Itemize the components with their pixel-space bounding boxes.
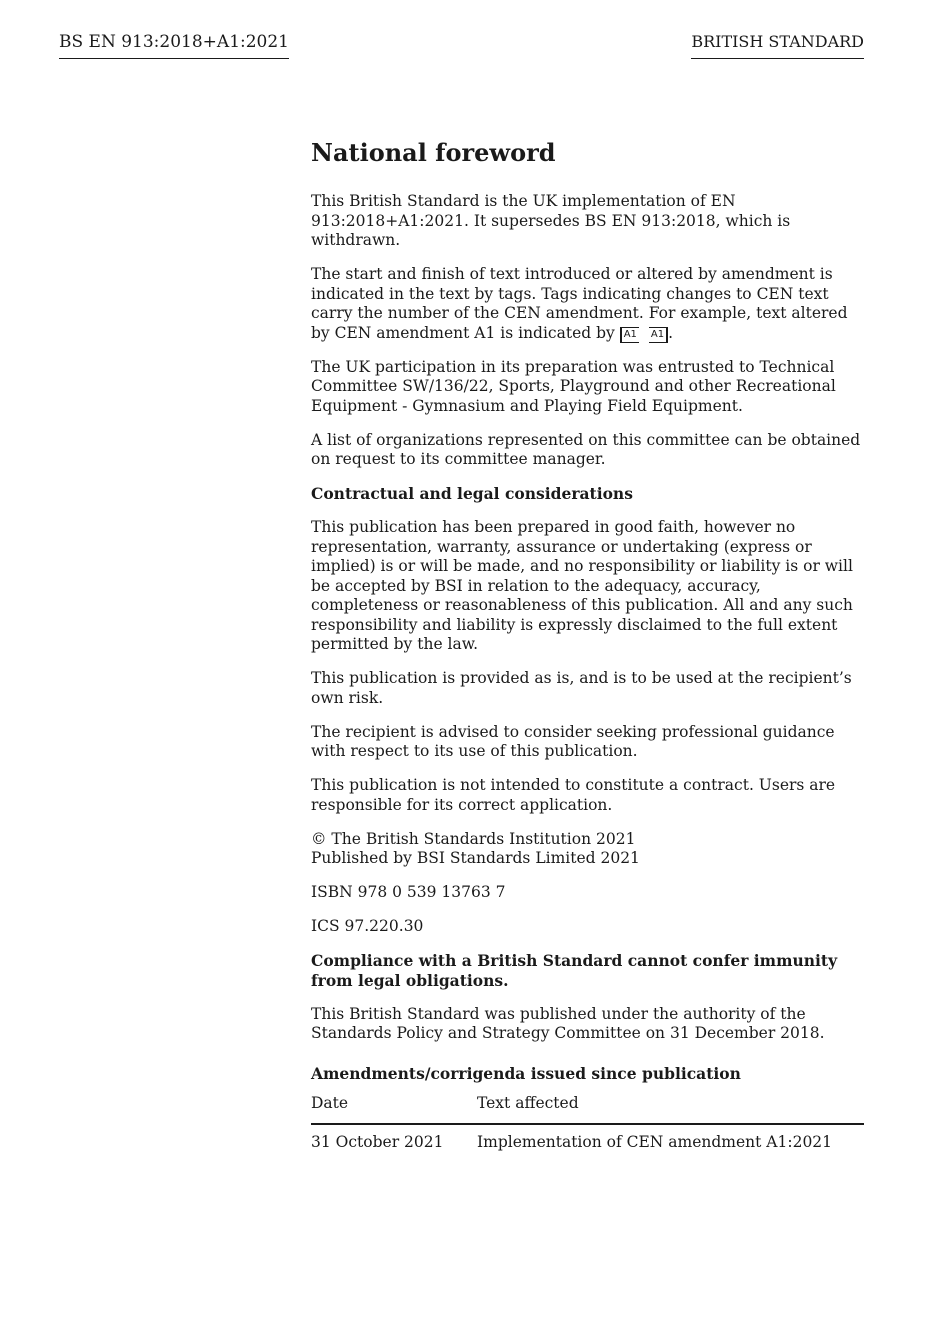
paragraph-not-contract: This publication is not intended to constitute a contract. Users are responsible for its correct application. — [311, 776, 836, 814]
amendment-open-tag-icon: A1 — [620, 327, 639, 343]
paragraph-good-faith: This publication has been prepared in good faith, however no representation, warranty, assurance or undertaking (express or implied) is or will be made, and no responsibility or liability is or will be accepted by BSI in relation to the adequacy, accuracy, completeness or reasonableness of this publication. All and any such responsibility and liability is expressly disclaimed to the full extent permitted by the law. — [311, 518, 853, 653]
contractual-heading: Contractual and legal considerations — [311, 484, 633, 503]
publisher-line: Published by BSI Standards Limited 2021 — [311, 849, 640, 867]
paragraph-amendment-tags — [311, 265, 867, 343]
amendment-text-affected: Implementation of CEN amendment A1:2021 — [477, 1132, 833, 1151]
paragraph-as-is: This publication is provided as is, and is to be used at the recipient’s own risk. — [311, 669, 852, 707]
paragraph-committee: The UK participation in its preparation was entrusted to Technical Committee SW/136/22, Sports, Playground and other Recreational Equipment - Gymnasium and Playing Field Equipment. — [311, 357, 836, 415]
amendments-header-row — [311, 1092, 864, 1124]
amendments-heading: Amendments/corrigenda issued since publication — [311, 1063, 741, 1083]
table-row — [311, 1124, 864, 1157]
ics-code: ICS 97.220.30 — [311, 917, 424, 935]
isbn: ISBN 978 0 539 13763 7 — [311, 883, 506, 901]
paragraph-implementation: This British Standard is the UK implementation of EN 913:2018+A1:2021. It supersedes BS EN 913:2018, which is withdrawn. — [311, 192, 791, 249]
copyright-line: © The British Standards Institution 2021 — [311, 829, 636, 848]
page-title: National foreword — [311, 138, 556, 167]
amendment-tags-period: . — [668, 323, 674, 342]
amendments-table — [311, 1092, 864, 1156]
paragraph-authority: This British Standard was published under the authority of the Standards Policy and Strategy Committee on 31 December 2018. — [311, 1004, 825, 1042]
amendment-close-tag-icon: A1 — [649, 327, 668, 343]
paragraph-copyright — [311, 830, 867, 869]
standard-type-label: BRITISH STANDARD — [691, 31, 864, 59]
column-header-text-affected: Text affected — [477, 1092, 864, 1124]
paragraph-guidance: The recipient is advised to consider seeking professional guidance with respect to its use of this publication. — [311, 722, 835, 760]
paragraph-organizations: A list of organizations represented on this committee can be obtained on request to its committee manager. — [311, 430, 861, 468]
amendment-tags-text: The start and finish of text introduced or altered by amendment is indicated in the text by tags. Tags indicating changes to CEN text carry the number of the CEN amendment. For example, text altered by CEN amendment A1 is indicated by — [311, 265, 848, 342]
foreword-body — [311, 138, 867, 1156]
document-id: BS EN 913:2018+A1:2021 — [59, 31, 289, 59]
column-header-date: Date — [311, 1092, 477, 1124]
amendment-date: 31 October 2021 — [311, 1132, 444, 1151]
compliance-notice: Compliance with a British Standard cannot confer immunity from legal obligations. — [311, 951, 838, 990]
